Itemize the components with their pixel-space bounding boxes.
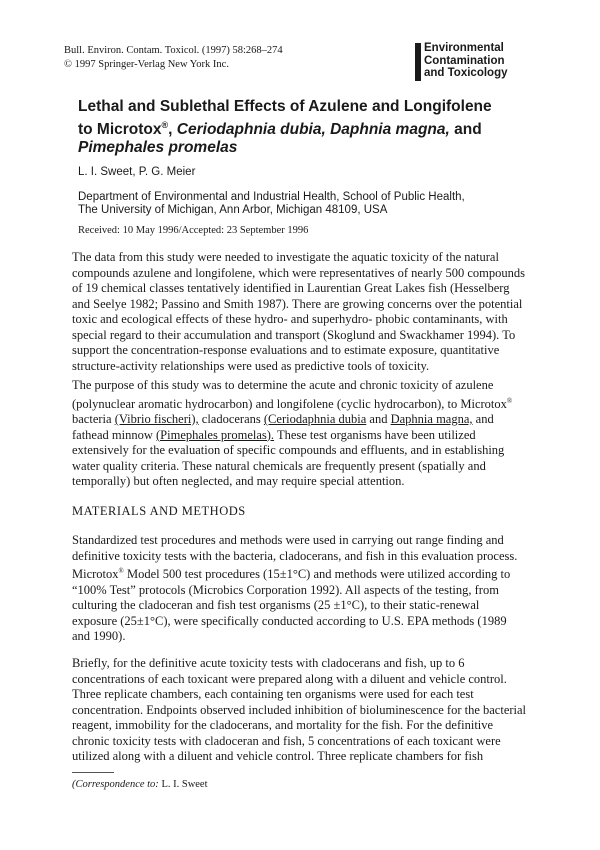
registered-mark: ® [118,567,124,575]
journal-name-line: Contamination [424,54,505,67]
affiliation-line: Department of Environmental and Industrial Health, School of Public Health, [78,191,465,203]
text-line: special regard to their accumulation and transport (Skoglund and Swackhamer 1994). To [72,327,516,342]
text-line: Briefly, for the definitive acute toxicity tests with cladocerans and fish, up to 6 [72,656,465,670]
text-line: toxic and ecological effects of these hydro- and superhydro- phobic contaminants, with [72,312,508,326]
journal-logo-bar [415,43,421,81]
text-line: water quality criteria. These natural chemicals are frequently present (spatially and [72,458,486,473]
footnote-divider [72,772,114,773]
footnote-name: L. I. Sweet [158,779,208,790]
registered-mark: ® [506,396,513,405]
species-name: Daphnia magna, [390,412,473,427]
text-segment: (polynuclear aromatic hydrocarbon) and longifolene (cyclic hydrocarbon), to Microtox [72,396,507,411]
text-line: The purpose of this study was to determine the acute and chronic toxicity of azulene [72,378,494,392]
text-segment: Microtox [72,567,119,582]
journal-logo [415,42,508,81]
text-line: compounds azulene and longifolene, which were representatives of nearly 500 compounds [72,265,525,280]
title-text: , [168,121,177,139]
authors: L. I. Sweet, P. G. Meier [78,166,196,178]
text-line: and Seelye 1982; Passino and Smith 1987). There are growing concerns over the potential [72,296,523,311]
title-line [78,116,548,139]
title-line [78,139,548,157]
journal-name-line: and Toxicology [424,67,508,79]
text-line: chronic toxicity tests with cladoceran and fish, 5 concentrations of each toxicant were [72,733,501,748]
affiliation-line: The University of Michigan, Ann Arbor, Michigan 48109, USA [78,204,388,216]
text-line: “100% Test” protocols (Microbics Corporation 1992). All aspects of the testing, from [72,582,499,597]
text-line: The data from this study were needed to investigate the aquatic toxicity of the natural [72,250,499,264]
correspondence-footnote [72,779,208,790]
text-segment: These test organisms have been utilized [274,427,476,442]
text-line [72,564,554,583]
paragraph-intro [72,250,554,374]
text-line: exposure (25±1°C), were specifically conducted according to U.S. EPA methods (1989 [72,613,507,628]
text-line: structure-activity relationships were used as predictive tools of toxicity. [72,358,430,373]
section-heading: MATERIALS AND METHODS [72,504,246,518]
paragraph-purpose [72,378,554,490]
text-line: culturing the cladoceran and fish test organisms (25 ±1°C), to their static-renewal [72,598,480,613]
species-name: Ceriodaphnia dubia, [176,121,326,139]
text-segment: and [472,412,494,427]
text-line: Standardized test procedures and methods were used in carrying out range finding and [72,533,504,547]
text-line: concentration. Endpoints observed included inhibition of bioluminescence for the bacterial [72,702,527,717]
text-line [72,412,554,428]
text-segment: and [366,412,391,427]
article-title [78,98,548,157]
text-line: definitive toxicity tests with the bacteria, cladocerans, and fish in this evaluation process. [72,548,518,563]
received-dates: Received: 10 May 1996/Accepted: 23 September 1996 [78,225,309,236]
text-segment: Model 500 test procedures (15±1°C) and methods were utilized according to [123,567,511,582]
text-line: extensively for the evaluation of specific compounds and effluents, and in establishing [72,443,505,458]
paragraph-methods [72,533,554,645]
text-line [72,428,554,444]
journal-name-line: Environmental [424,42,504,54]
species-name: Pimephales promelas [78,139,238,157]
footnote-label: (Correspondence to: [72,779,159,790]
paragraph-procedure [72,656,554,765]
text-line: Three replicate chambers, each containing ten organisms were used for each test [72,687,474,701]
text-line: and 1990). [72,629,126,644]
text-line: utilized along with a diluent and vehicle control. Three replicate chambers for fish [72,749,484,763]
text-segment: fathead minnow [72,427,157,442]
journal-name [424,42,508,80]
text-line [72,394,554,413]
text-line: temporally) but often neglected, and may require special attention. [72,474,405,489]
registered-mark: ® [161,120,169,130]
affiliation [78,191,548,217]
title-text: to Microtox [78,121,162,139]
text-segment: bacteria [72,412,115,427]
citation-line: Bull. Environ. Contam. Toxicol. (1997) 58:268–274 [64,45,283,56]
text-line: support the concentration-response evaluations and to estimate exposure, quantitative [72,343,500,357]
text-line: of 19 chemical classes tentatively identified in Laurentian Great Lakes fish (Hesselberg [72,281,510,295]
journal-citation [64,44,283,72]
species-name: (Vibrio fischeri), [114,412,199,427]
species-name: (Pimephales promelas). [156,427,275,442]
title-text: and [449,121,482,139]
species-name: Daphnia magna, [330,121,450,139]
title-line: Lethal and Sublethal Effects of Azulene and Longifolene [78,98,492,115]
copyright-line: © 1997 Springer-Verlag New York Inc. [64,59,229,70]
text-line: concentrations of each toxicant were prepared along with a diluent and vehicle control. [72,671,507,686]
text-line: reagent, immobility for the cladocerans, and mortality for the fish. For the definitive [72,718,494,732]
species-name: (Ceriodaphnia dubia [263,412,367,427]
text-segment: cladocerans [198,412,264,427]
